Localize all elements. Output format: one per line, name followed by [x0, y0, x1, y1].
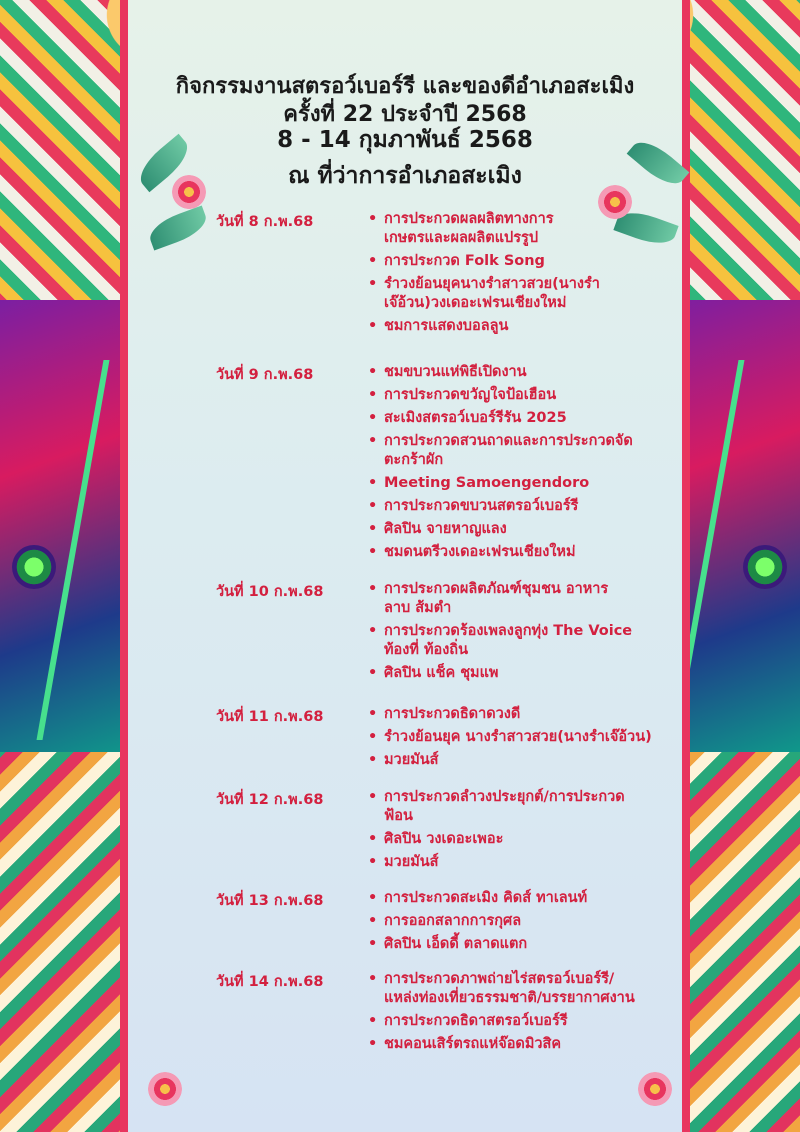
activity-item: • ชมดนตรีวงเดอะเฟรนเชียงใหม่ [368, 543, 678, 562]
activity-item: • Meeting Samoengendoro [368, 474, 678, 493]
activity-list [368, 580, 678, 687]
right-starburst-icon [743, 545, 787, 589]
activity-item: • การประกวดธิดาดวงดี [368, 705, 678, 724]
event-venue: ณ ที่ว่าการอำเภอสะเมิง [288, 163, 522, 189]
event-date: 8 - 14 กุมภาพันธ์ 2568 [277, 127, 533, 153]
activity-item: • ศิลปิน แช็ค ชุมแพ [368, 664, 678, 683]
activity-item: • รำวงย้อนยุคนางรำสาวสวย(นางรำ เจ๊อ้วน)วงเดอะเฟรนเชียงใหม่ [368, 275, 678, 313]
schedule-day: วันที่ 11 ก.พ.68 [216, 709, 324, 725]
activity-item: • ศิลปิน วงเดอะเพอะ [368, 830, 678, 849]
poster-title-line1: กิจกรรมงานสตรอว์เบอร์รี และของดีอำเภอสะเมิง [175, 74, 635, 99]
left-starburst-icon [12, 545, 56, 589]
activity-item: • การออกสลากการกุศล [368, 912, 678, 931]
activity-item: • การประกวดผลิตภัณฑ์ชุมชน อาหาร ลาบ ส้มตำ [368, 580, 678, 618]
activity-item: • การประกวดลำวงประยุกต์/การประกวด ฟ้อน [368, 788, 678, 826]
activity-list [368, 970, 678, 1058]
activity-item: • รำวงย้อนยุค นางรำสาวสวย(นางรำเจ๊อ้วน) [368, 728, 678, 747]
activity-item: • การประกวดผลผลิตทางการ เกษตรและผลผลิตแปรรูป [368, 210, 678, 248]
activity-list [368, 363, 678, 566]
schedule [128, 0, 682, 1132]
left-bottom-pattern [0, 752, 135, 1132]
schedule-day: วันที่ 13 ก.พ.68 [216, 893, 324, 909]
activity-item: • ชมขบวนแห่พิธีเปิดงาน [368, 363, 678, 382]
schedule-day: วันที่ 8 ก.พ.68 [216, 214, 314, 230]
activity-item: • การประกวด Folk Song [368, 252, 678, 271]
activity-item: • ชมคอนเสิร์ตรถแห่จ๊อดมิวสิค [368, 1035, 678, 1054]
schedule-day: วันที่ 10 ก.พ.68 [216, 584, 324, 600]
activity-item: • ศิลปิน จายหาญแลง [368, 520, 678, 539]
activity-item: • การประกวดขวัญใจป้อเฮือน [368, 386, 678, 405]
activity-item: • มวยมันส์ [368, 751, 678, 770]
activity-list [368, 705, 678, 774]
activity-list [368, 889, 678, 958]
activity-item: • การประกวดธิดาสตรอว์เบอร์รี [368, 1012, 678, 1031]
activity-item: • การประกวดร้องเพลงลูกทุ่ง The Voice ท้องที่ ท้องถิ่น [368, 622, 678, 660]
activity-item: • ศิลปิน เอ็ดดี้ ตลาดแตก [368, 935, 678, 954]
activity-item: • การประกวดสวนถาดและการประกวดจัด ตะกร้าผัก [368, 432, 678, 470]
schedule-day: วันที่ 9 ก.พ.68 [216, 367, 314, 383]
activity-item: • สะเมิงสตรอว์เบอร์รีรัน 2025 [368, 409, 678, 428]
poster-title-line2: ครั้งที่ 22 ประจำปี 2568 [283, 102, 527, 127]
left-decorative-panel [0, 0, 135, 1132]
activity-list [368, 210, 678, 340]
poster-paper [120, 0, 690, 1132]
schedule-day: วันที่ 12 ก.พ.68 [216, 792, 324, 808]
left-mid-band [0, 300, 135, 760]
activity-item: • การประกวดขบวนสตรอว์เบอร์รี [368, 497, 678, 516]
activity-list [368, 788, 678, 876]
activity-item: • ชมการแสดงบอลลูน [368, 317, 678, 336]
activity-item: • การประกวดภาพถ่ายไร่สตรอว์เบอร์รี/ แหล่งท่องเที่ยวธรรมชาติ/บรรยากาศงาน [368, 970, 678, 1008]
schedule-day: วันที่ 14 ก.พ.68 [216, 974, 324, 990]
activity-item: • มวยมันส์ [368, 853, 678, 872]
activity-item: • การประกวดสะเมิง คิดส์ ทาเลนท์ [368, 889, 678, 908]
